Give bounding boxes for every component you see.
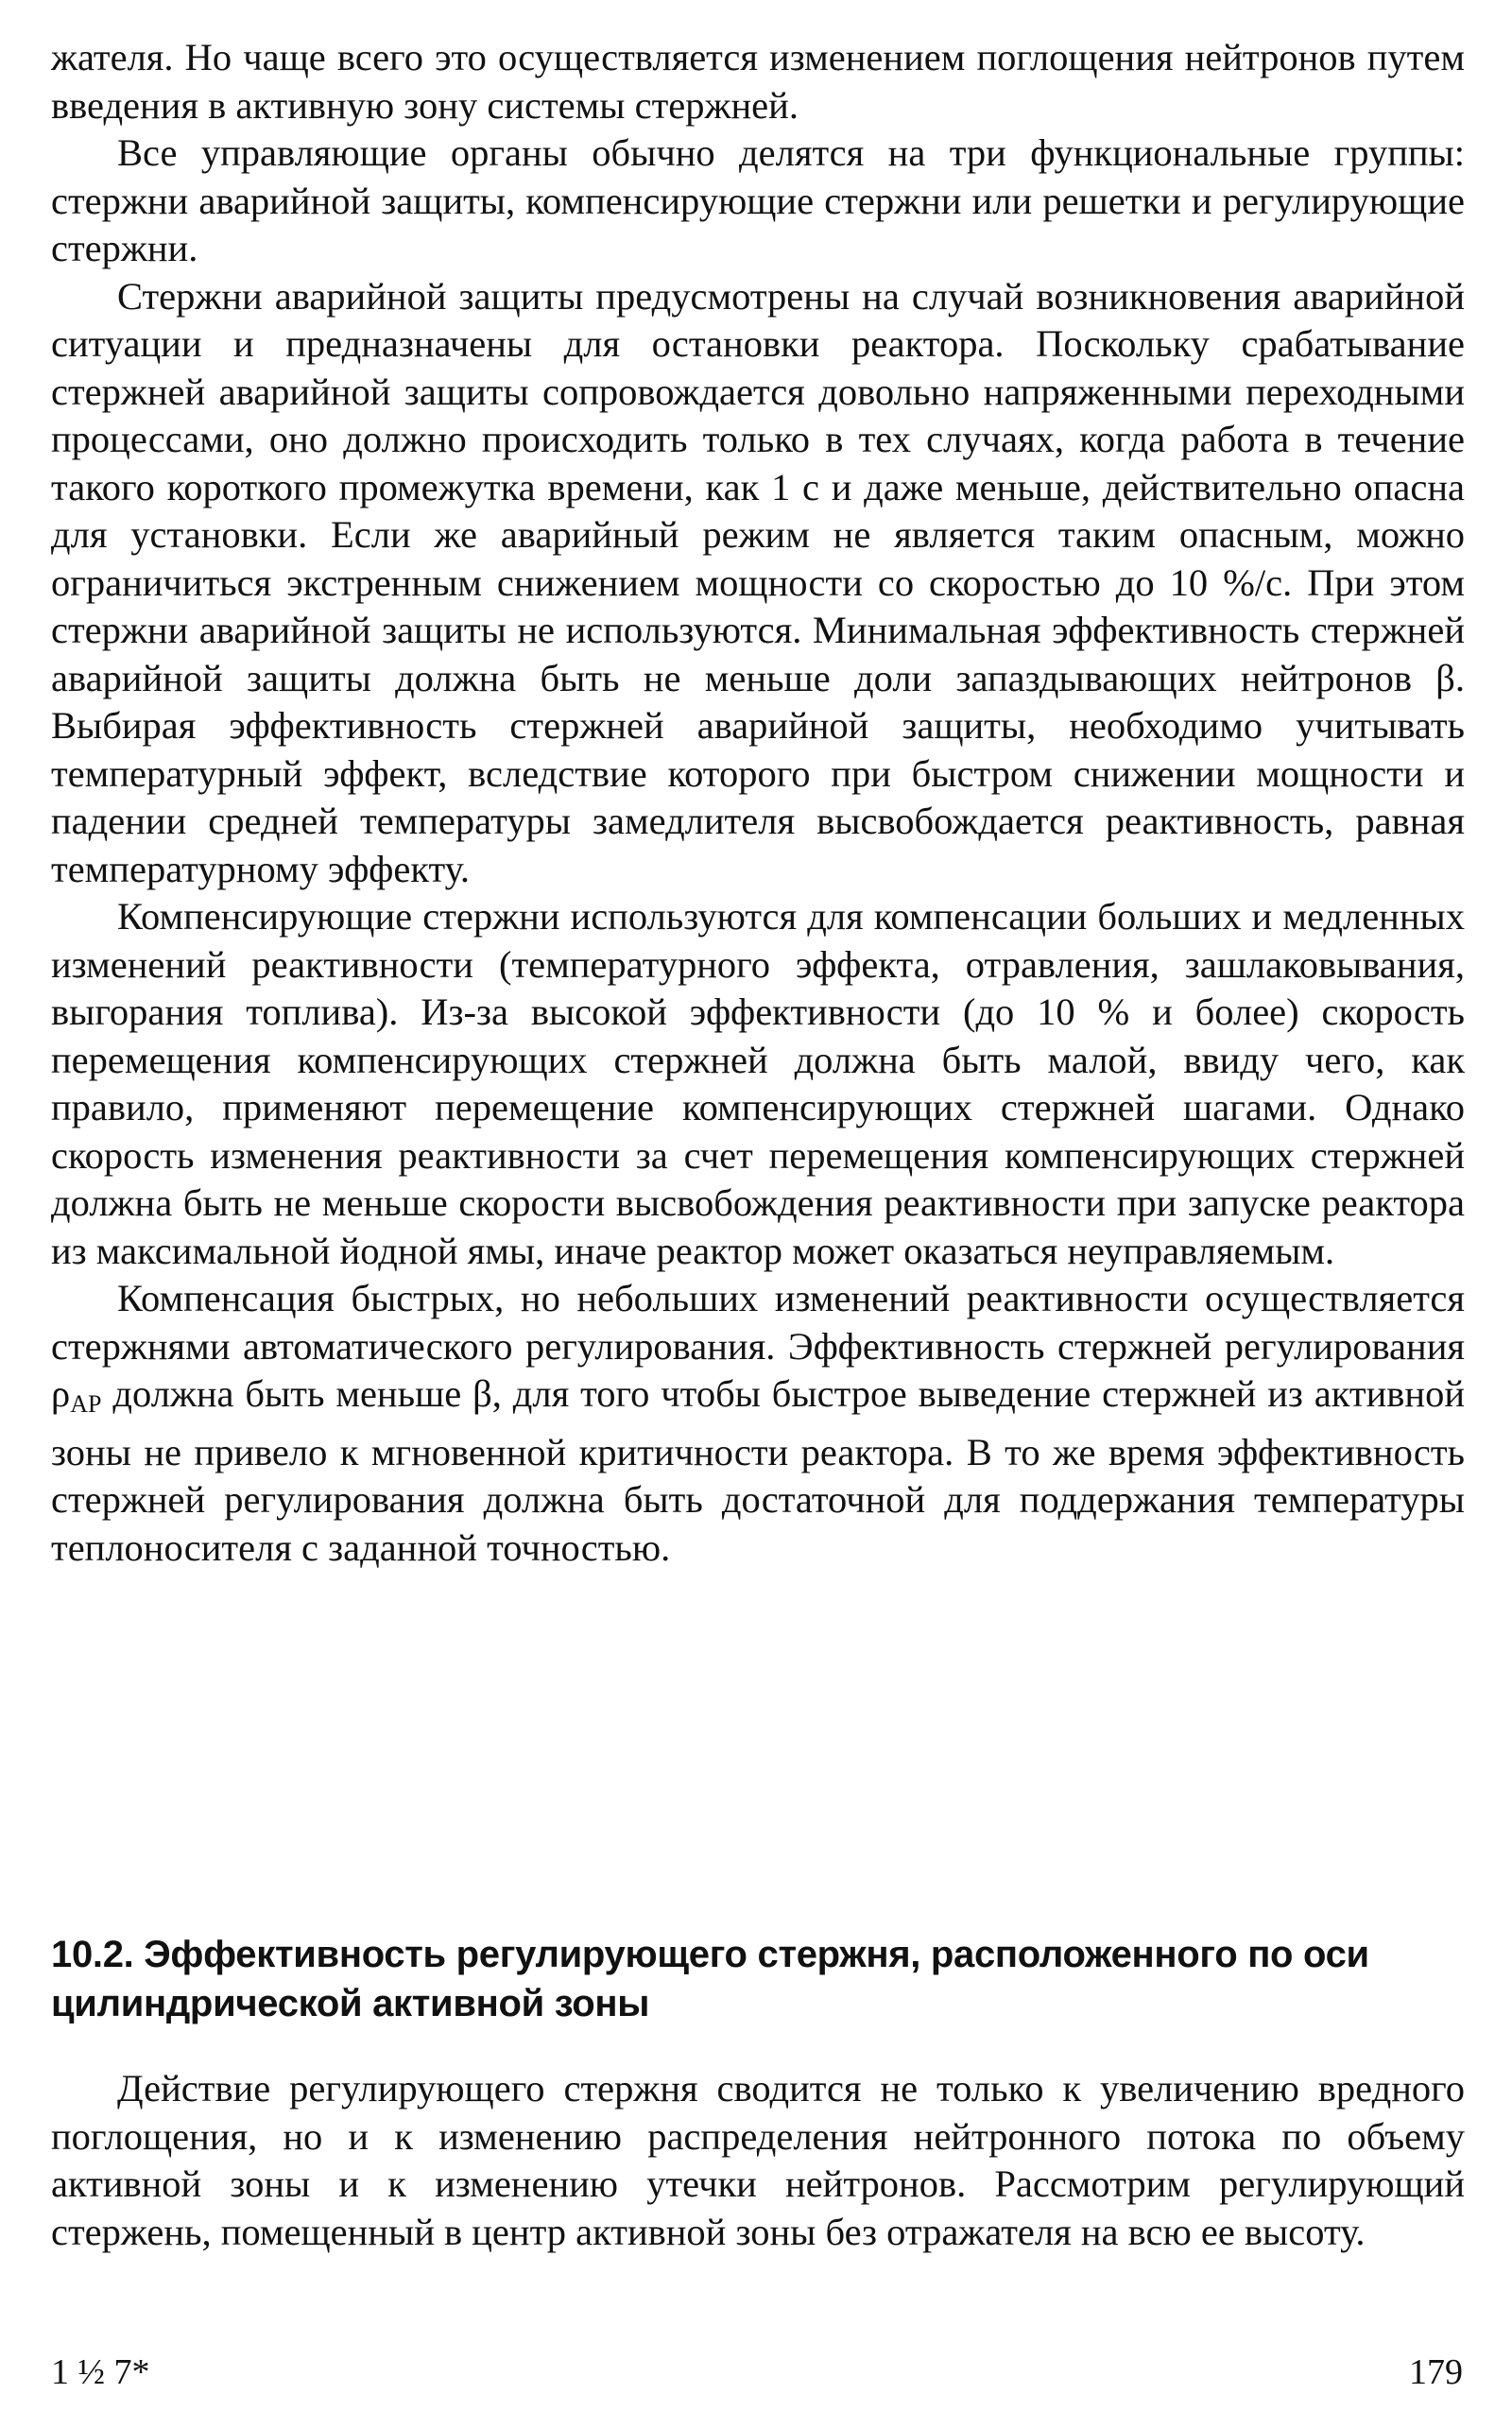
printer-signature: 1 ½ 7* <box>51 2352 150 2392</box>
paragraph-regulating-rods <box>51 1275 1465 1572</box>
section-heading: 10.2. Эффективность регулирующего стержня, расположенного по оси цилиндрической активной зоны <box>51 1934 1369 2024</box>
paragraph-section-intro: Действие регулирующего стержня сводится не только к увеличению вредного поглощения, но и к изменению распределения нейтронного потока по объему активной зоны и к изменению утечки нейтронов. Рассмотрим регулирующий стержень, помещенный в центр активной зоны без отражателя на всю ее высоту. <box>51 2067 1465 2253</box>
paragraph-control-groups: Все управляющие органы обычно делятся на три функциональные группы: стержни аварийной защиты, компенсирующие стержни или решетки и регулирующие стержни. <box>51 131 1465 269</box>
main-text <box>51 34 1465 1572</box>
paragraph-compensating-rods: Компенсирующие стержни используются для компенсации больших и медленных изменений реактивности (температурного эффекта, отравления, зашлаковывания, выгорания топлива). Из-за высокой эффективности (до 10 % и более) скорость перемещения компенсирующих стержней должна быть малой, ввиду чего, как правило, применяют перемещение компенсирующих стержней шагами. Однако скорость изменения реактивности за счет перемещения компенсирующих стержней должна быть не меньше скорости высвобождения реактивности при запуске реактора из максимальной йодной ямы, иначе реактор может оказаться неуправляемым. <box>51 895 1465 1272</box>
page-number: 179 <box>1409 2352 1463 2392</box>
paragraph-regulating-rods-part2: должна быть меньше β, для того чтобы быстрое выведение стержней из активной зоны не привело к мгновенной критичности реактора. В то же время эффективность стержней регулирования должна быть достаточной для поддержания температуры теплоносителя с заданной точностью. <box>51 1372 1465 1569</box>
rho-subscript: АР <box>70 1390 102 1418</box>
paragraph-emergency-rods: Стержни аварийной защиты предусмотрены на случай возникновения аварийной ситуации и предназначены для остановки реактора. Поскольку срабатывание стержней аварийной защиты сопровождается довольно напряженными переходными процессами, оно должно происходить только в тех случаях, когда работа в течение такого короткого промежутка времени, как 1 с и даже меньше, действительно опасна для установки. Если же аварийный режим не является таким опасным, можно ограничиться экстренным снижением мощности со скоростью до 10 %/с. При этом стержни аварийной защиты не используются. Минимальная эффективность стержней аварийной защиты должна быть не меньше доли запаздывающих нейтронов β. Выбирая эффективность стержней аварийной защиты, необходимо учитывать температурный эффект, вследствие которого при быстром снижении мощности и падении средней температуры замедлителя высвобождается реактивность, равная температурному эффекту. <box>51 274 1465 890</box>
section-text <box>51 2065 1465 2256</box>
paragraph-continuation: жателя. Но чаще всего это осуществляется изменением поглощения нейтронов путем введения в активную зону системы стержней. <box>51 36 1465 127</box>
paragraph-regulating-rods-part1: Компенсация быстрых, но небольших изменений реактивности осуществляется стержнями автоматического регулирования. Эффективность стержней регулирования ρ <box>51 1277 1465 1415</box>
